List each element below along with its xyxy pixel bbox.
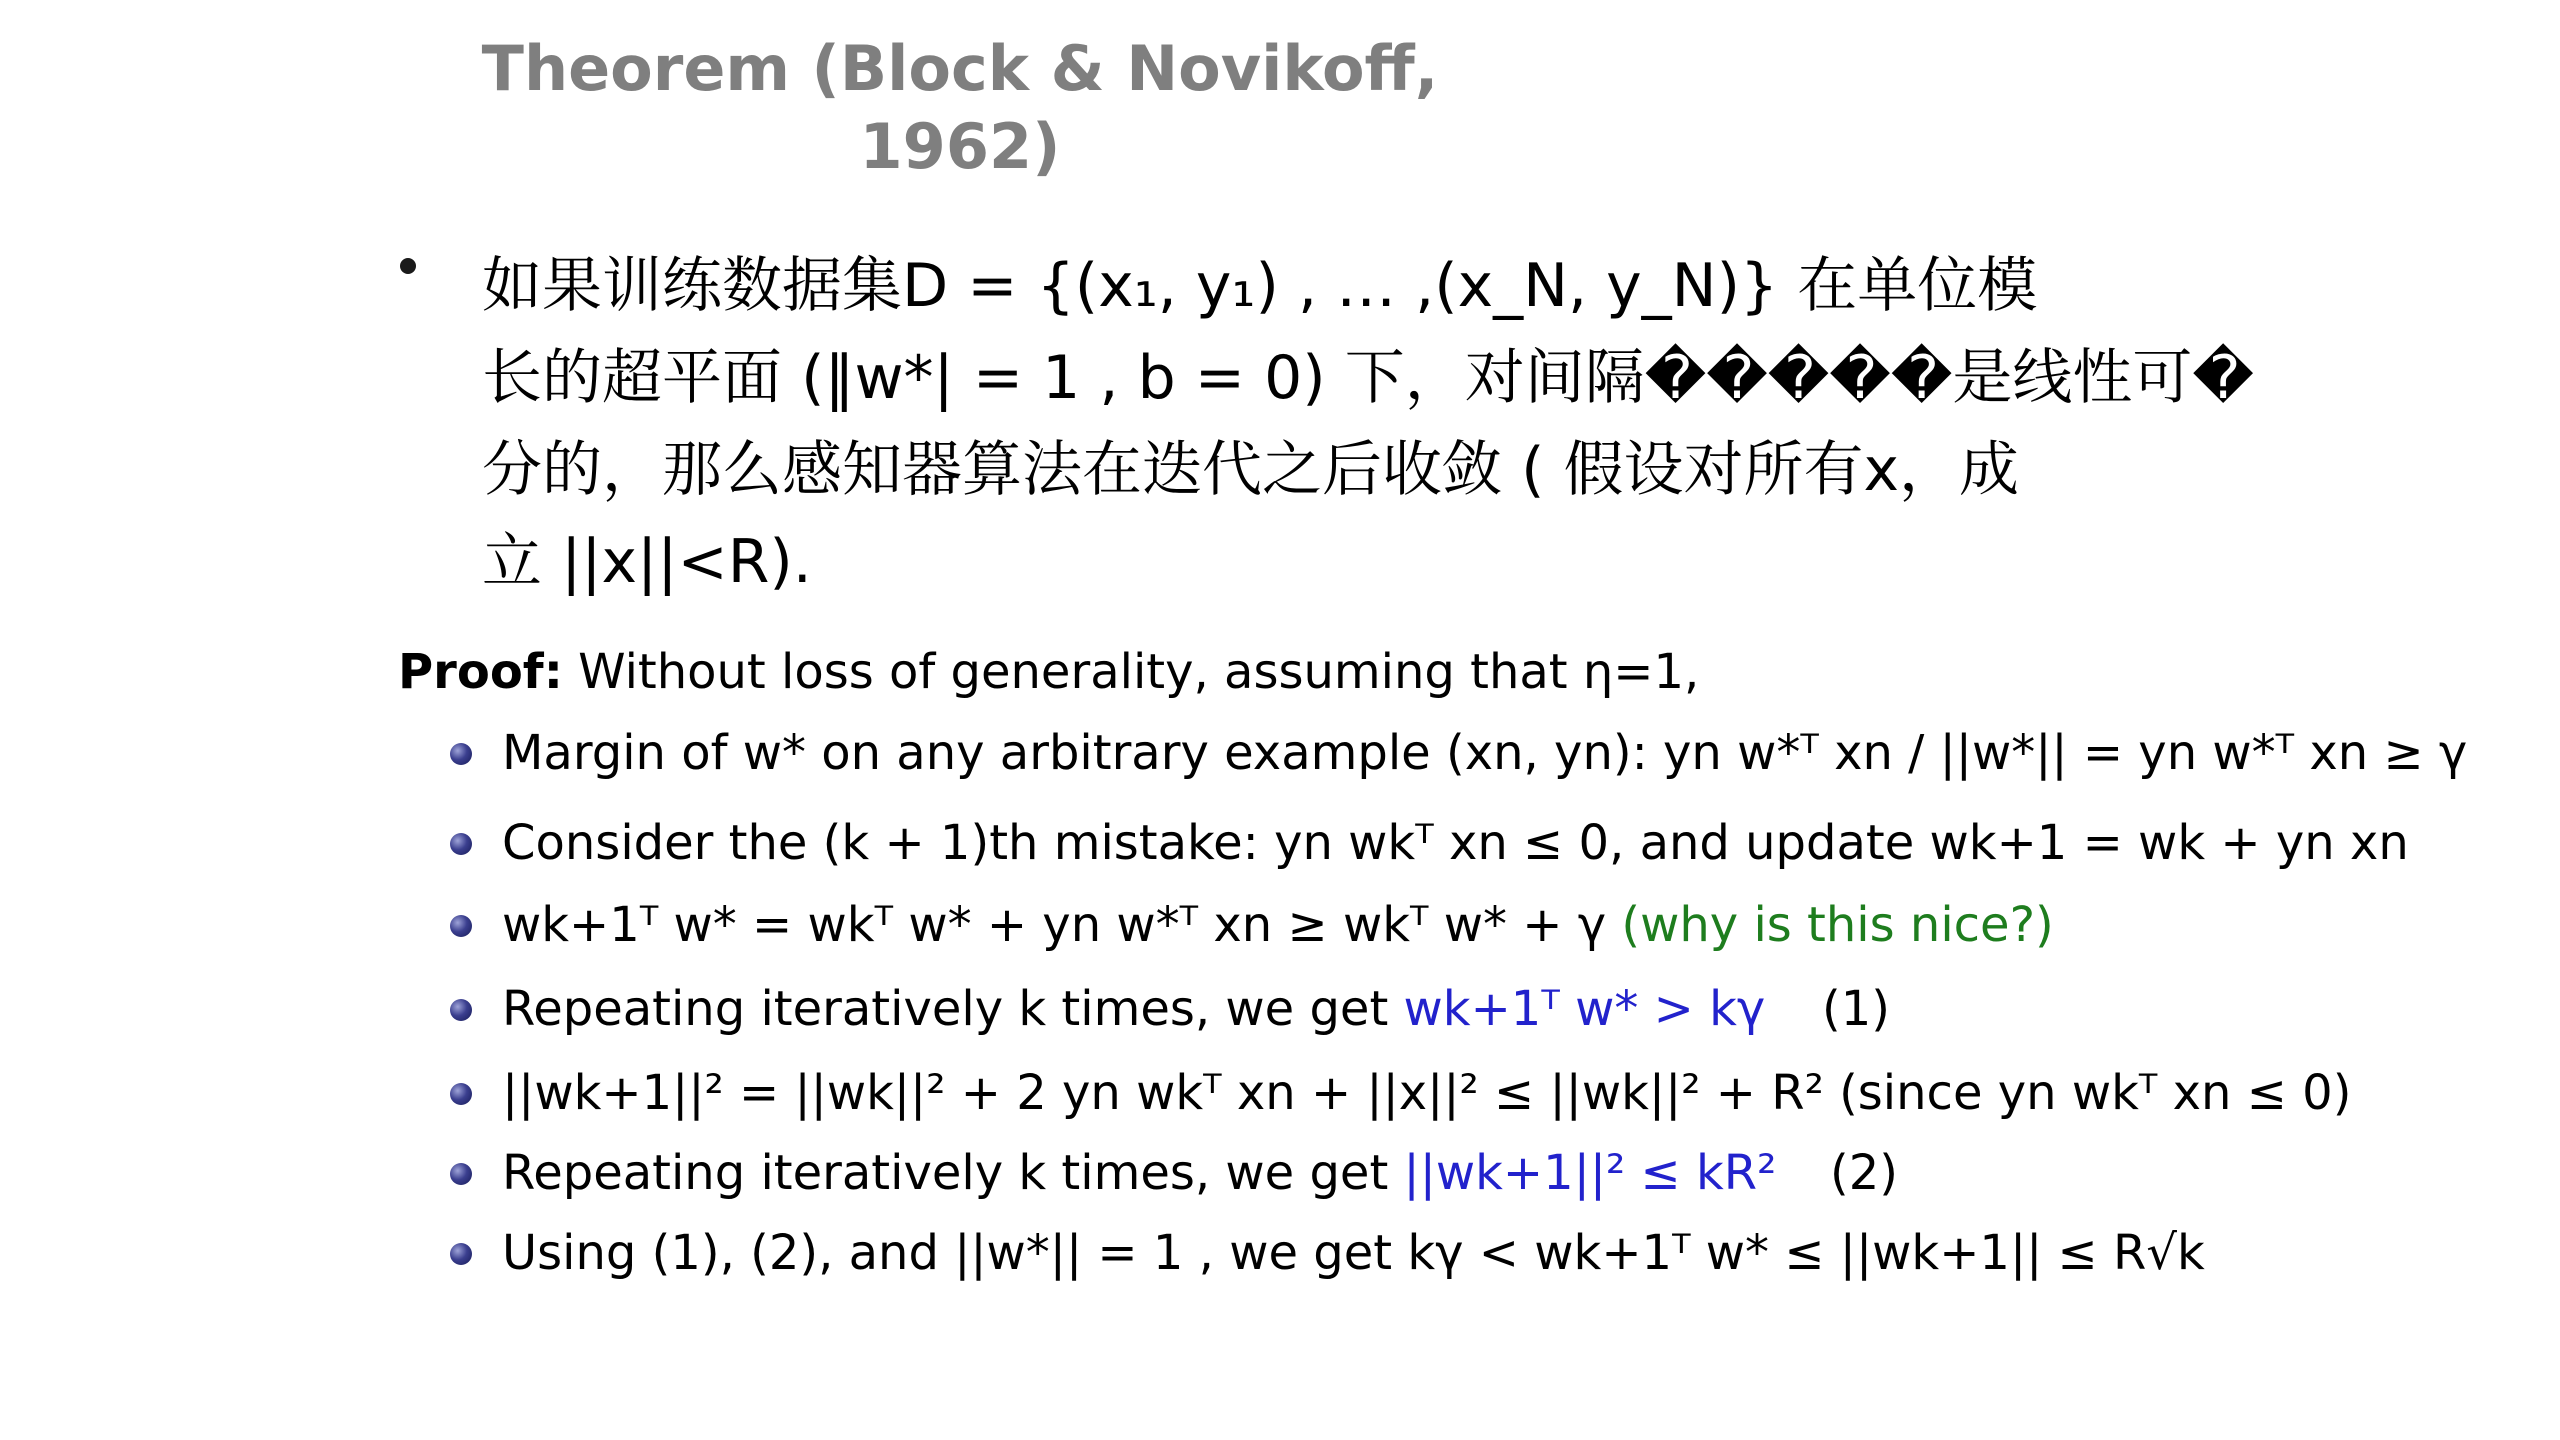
proof-intro: Without loss of generality, assuming that η=1, bbox=[578, 644, 1700, 700]
bullet-ball-icon bbox=[450, 1083, 472, 1105]
theorem-bullet bbox=[400, 258, 416, 274]
bullet-ball-icon bbox=[450, 1163, 472, 1185]
theorem-line-2: 长的超平面 (‖w*| = 1 , b = 0) 下，对间隔�����是线性可� bbox=[482, 343, 2254, 413]
proof-step-text: wk+1ᵀ w* = wkᵀ w* + yn w*ᵀ xn ≥ wkᵀ w* + γ bbox=[502, 897, 1622, 953]
proof-step-highlight: ||wk+1||² ≤ kR² bbox=[1403, 1145, 1777, 1201]
proof-step-text: Using (1), (2), and ||w*|| = 1 , we get kγ < wk+1ᵀ w* ≤ ||wk+1|| ≤ R√k bbox=[502, 1225, 2205, 1281]
proof-step-note: (why is this nice?) bbox=[1621, 897, 2054, 953]
proof-step-text: Repeating iteratively k times, we get bbox=[502, 1145, 1404, 1201]
theorem-statement bbox=[482, 240, 2254, 608]
theorem-line-1: 如果训练数据集D = {(x₁, y₁) , … ,(x_N, y_N)} 在单位模 bbox=[482, 251, 2038, 321]
proof-step-text: Consider the (k + 1)th mistake: yn wkᵀ xn ≤ 0, and update wk+1 = wk + yn xn bbox=[502, 815, 2409, 871]
proof-step-text: Repeating iteratively k times, we get bbox=[502, 981, 1404, 1037]
slide-title: Theorem (Block & Novikoff, 1962) bbox=[481, 32, 1439, 183]
bullet-ball-icon bbox=[450, 999, 472, 1021]
bullet-ball-icon bbox=[450, 1243, 472, 1265]
theorem-line-4: 立 ||x||<R). bbox=[482, 527, 812, 597]
proof-header bbox=[398, 640, 1699, 704]
equation-number: (1) bbox=[1822, 981, 1890, 1037]
bullet-ball-icon bbox=[450, 743, 472, 765]
bullet-ball-icon bbox=[450, 915, 472, 937]
proof-step-highlight: wk+1ᵀ w* > kγ bbox=[1403, 981, 1766, 1037]
bullet-ball-icon bbox=[450, 833, 472, 855]
proof-step-text: ||wk+1||² = ||wk||² + 2 yn wkᵀ xn + ||x||² ≤ ||wk||² + R² (since yn wkᵀ xn ≤ 0) bbox=[502, 1065, 2352, 1121]
theorem-line-3: 分的，那么感知器算法在迭代之后收敛 ( 假设对所有x，成 bbox=[482, 435, 2020, 505]
equation-number: (2) bbox=[1830, 1145, 1898, 1201]
proof-label: Proof: bbox=[398, 644, 563, 700]
proof-step-text: Margin of w* on any arbitrary example (xn, yn): yn w*ᵀ xn / ||w*|| = yn w*ᵀ xn ≥ γ bbox=[502, 725, 2468, 781]
